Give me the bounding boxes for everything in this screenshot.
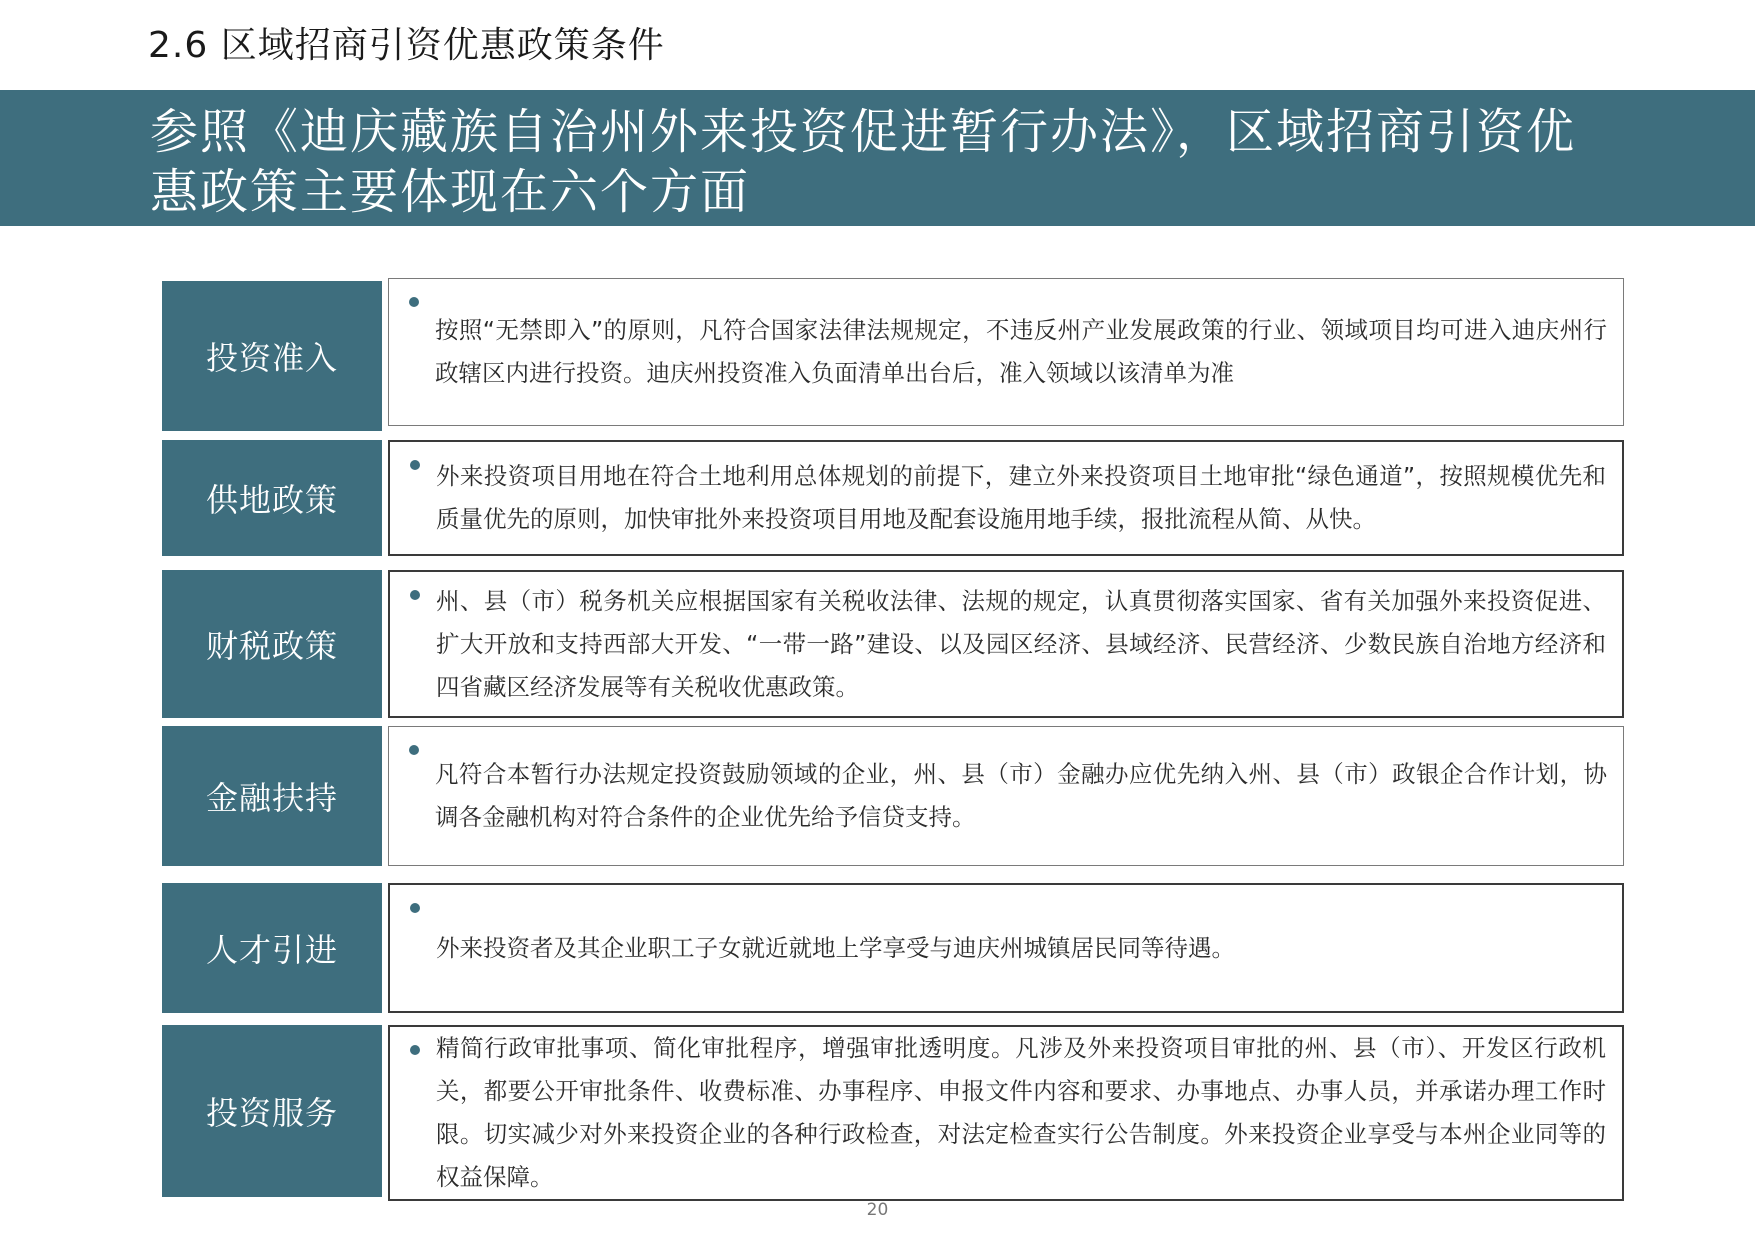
policy-text-fiscal-tax: 州、县（市）税务机关应根据国家有关税收法律、法规的规定，认真贯彻落实国家、省有关加强外来投资促进、扩大开放和支持西部大开发、“一带一路”建设、以及园区经济、县域经济、民营经济、少数民族自治地方经济和四省藏区经济发展等有关税收优惠政策。 xyxy=(436,586,1606,701)
section-title: 2.6 区域招商引资优惠政策条件 xyxy=(148,25,665,66)
policy-text-finance-support: 凡符合本暂行办法规定投资鼓励领域的企业，州、县（市）金融办应优先纳入州、县（市）政银企合作计划，协调各金融机构对符合条件的企业优先给予信贷支持。 xyxy=(435,760,1607,831)
page-number: 20 xyxy=(866,1200,889,1220)
policy-box-investment-service xyxy=(388,1025,1624,1201)
bullet-icon xyxy=(410,1045,420,1055)
policy-box-fiscal-tax xyxy=(388,570,1624,718)
bullet-icon xyxy=(410,590,420,600)
policy-box-investment-access xyxy=(388,278,1624,426)
bullet-icon xyxy=(409,297,419,307)
policy-text-investment-service: 精简行政审批事项、简化审批程序，增强审批透明度。凡涉及外来投资项目审批的州、县（市）、开发区行政机关，都要公开审批条件、收费标准、办事程序、申报文件内容和要求、办事地点、办事人员，并承诺办理工作时限。切实减少对外来投资企业的各种行政检查，对法定检查实行公告制度。外来投资企业享受与本州企业同等的权益保障。 xyxy=(436,1034,1606,1191)
policy-text-talent: 外来投资者及其企业职工子女就近就地上学享受与迪庆州城镇居民同等待遇。 xyxy=(436,933,1235,962)
policy-text-land-supply: 外来投资项目用地在符合土地利用总体规划的前提下，建立外来投资项目土地审批“绿色通道”，按照规模优先和质量优先的原则，加快审批外来投资项目用地及配套设施用地手续，报批流程从简、从快。 xyxy=(436,462,1606,533)
policy-box-finance-support xyxy=(388,726,1624,866)
banner-title: 参照《迪庆藏族自治州外来投资促进暂行办法》，区域招商引资优惠政策主要体现在六个方面 xyxy=(150,104,1577,220)
policy-label-finance-support: 金融扶持 xyxy=(162,726,382,866)
policy-box-talent xyxy=(388,883,1624,1013)
bullet-icon xyxy=(409,745,419,755)
bullet-icon xyxy=(410,903,420,913)
policy-label-talent: 人才引进 xyxy=(162,883,382,1013)
bullet-icon xyxy=(410,460,420,470)
policy-label-investment-service: 投资服务 xyxy=(162,1025,382,1197)
policy-label-fiscal-tax: 财税政策 xyxy=(162,570,382,718)
policy-label-investment-access: 投资准入 xyxy=(162,281,382,431)
policy-box-land-supply xyxy=(388,440,1624,556)
policy-label-land-supply: 供地政策 xyxy=(162,440,382,556)
policy-text-investment-access: 按照“无禁即入”的原则，凡符合国家法律法规规定，不违反州产业发展政策的行业、领域项目均可进入迪庆州行政辖区内进行投资。迪庆州投资准入负面清单出台后，准入领域以该清单为准 xyxy=(435,316,1607,387)
